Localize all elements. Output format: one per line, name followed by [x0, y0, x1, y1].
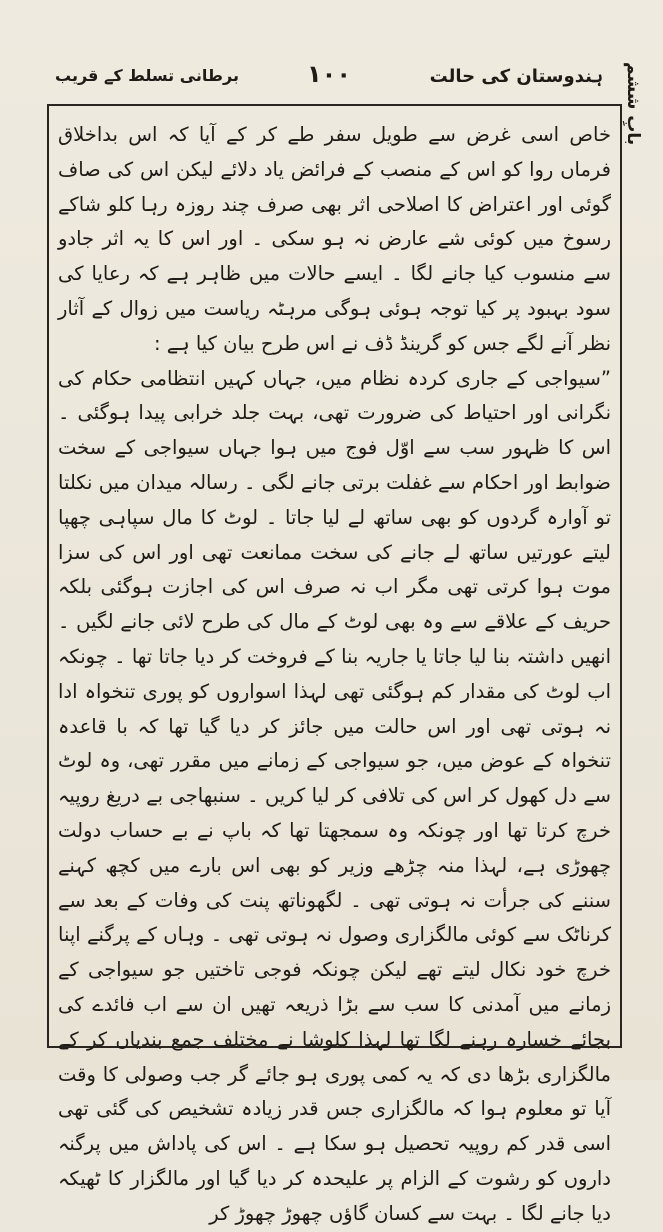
running-header [55, 60, 603, 96]
section-running-title: برطانی تسلط کے قریب [55, 66, 239, 85]
paragraph: خاص اسی غرض سے طویل سفر طے کر کے آیا کہ اس بداخلاق فرماں روا کو اس کے منصب کے فرائض یاد دلائے لیکن اس کی صاف گوئی اور اعتراض کا اصلاحی اثر بھی صرف چند روزہ رہا کلو شاکے رسوخ میں کوئی شے عارض نہ ہو سکی ۔ اور اس کا یہ اثر جادو سے منسوب کیا جانے لگا ۔ ایسے حالات میں ظاہر ہے کہ رعایا کی سود بہبود پر کیا توجہ ہوئی ہوگی مرہٹہ ریاست میں زوال کے آثار نظر آنے لگے جس کو گرینڈ ڈف نے اس طرح بیان کیا ہے : [58, 123, 611, 355]
chapter-side-label: بابِ ششم [623, 62, 643, 146]
chapter-running-title: ہندوستان کی حالت [429, 66, 603, 87]
page-number: ۱۰۰ [307, 60, 351, 88]
body-text [58, 118, 611, 1232]
quoted-paragraph: ”سیواجی کے جاری کردہ نظام میں، جہاں کہیں انتظامی حکام کی نگرانی اور احتیاط کی ضرورت تھی، بہت جلد خرابی پیدا ہوگئی ۔ اس کا ظہور سب سے اوّل فوج میں ہوا جہاں سیواجی کے سخت ضوابط اور احکام سے غفلت برتی جانے لگی ۔ رسالہ میدان میں نکلتا تو آوارہ گردوں کو بھی ساتھ لے لیا جاتا ۔ لوٹ کا مال سپاہی چھپا لیتے عورتیں ساتھ لے جانے کی سخت ممانعت تھی اور اس کی سزا موت ہوا کرتی تھی مگر اب نہ صرف اس کی اجازت ہوگئی بلکہ حریف کے علاقے سے وہ بھی لوٹ کے مال کی طرح لائی جانے لگیں ۔ انھیں داشتہ بنا لیا جاتا یا جاریہ بنا کے فروخت کر دیا جاتا تھا ۔ چونکہ اب لوٹ کی مقدار کم ہوگئی تھی لہذا اسواروں کو پوری تنخواہ ادا نہ ہوتی تھی اور اس حالت میں جائز کر دیا گیا تھا کہ با قاعدہ تنخواہ کے عوض میں، جو سیواجی کے زمانے میں مقرر تھی، وہ لوٹ سے دل کھول کر اس کی تلافی کر لیا کریں ۔ سنبھاجی بے دریغ روپیہ خرچ کرتا تھا اور چونکہ وہ سمجھتا تھا کہ باپ نے بے حساب دولت چھوڑی ہے، لہذا منہ چڑھے وزیر کو بھی اس بارے میں کچھ کہنے سننے کی جرأت نہ ہوتی تھی ۔ لگھوناتھ پنت کی وفات کے بعد سے کرناٹک سے کوئی مالگزاری وصول نہ ہوتی تھی ۔ وہاں کے پرگنے اپنا خرچ خود نکال لیتے تھے لیکن چونکہ فوجی تاختیں جو سیواجی کے زمانے میں آمدنی کا سب سے بڑا ذریعہ تھیں ان سے اب فائدے کی بجائے خسارہ رہنے لگا تھا لہذا کلوشا نے مختلف جمع بندیاں کر کے مالگزاری بڑھا دی کہ یہ کمی پوری ہو جائے گر جب وصولی کا وقت آیا تو معلوم ہوا کہ مالگزاری جس قدر زیادہ تشخیص کی گئی تھی اسی قدر کم روپیہ تحصیل ہو سکا ہے ۔ اس کی پاداش میں پرگنہ داروں کو رشوت کے الزام پر علیحدہ کر دیا گیا اور مالگزار کا ٹھیکہ دیا جانے لگا ۔ بہت سے کسان گاؤں چھوڑ چھوڑ کر [58, 366, 611, 1225]
